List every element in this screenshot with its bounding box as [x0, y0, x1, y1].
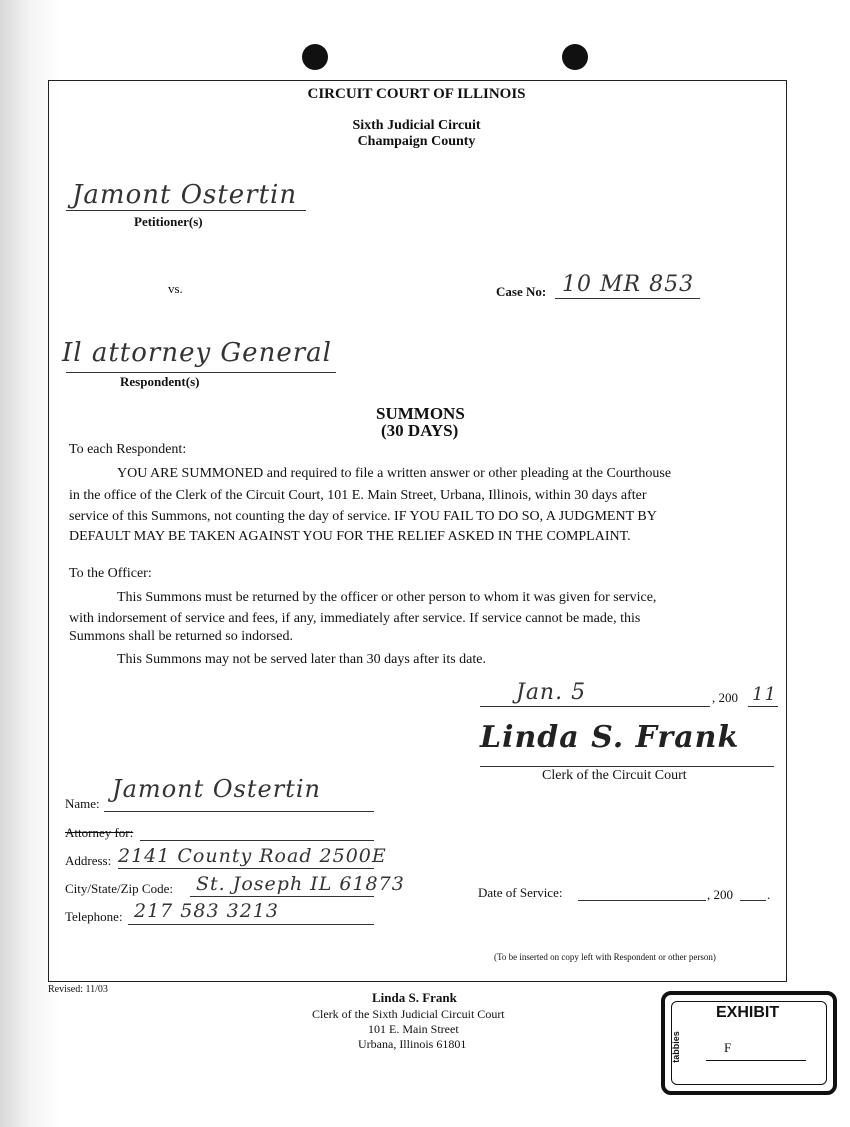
city-state-zip-handwritten: St. Joseph IL 61873: [196, 873, 405, 895]
respondent-paragraph-line-4: DEFAULT MAY BE TAKEN AGAINST YOU FOR THE RELIEF ASKED IN THE COMPLAINT.: [69, 529, 631, 544]
petitioner-label: Petitioner(s): [134, 214, 203, 229]
telephone-label: Telephone:: [65, 909, 123, 924]
date-of-service-label: Date of Service:: [478, 885, 563, 900]
respondent-paragraph-line-1: YOU ARE SUMMONED and required to file a written answer or other pleading at the Courthouse: [117, 466, 672, 481]
exhibit-sticker-inner: [671, 1001, 827, 1085]
punch-hole-left: [302, 44, 328, 70]
date-of-service-line: [578, 900, 706, 901]
officer-paragraph-line-4: This Summons may not be served later than 30 days after its date.: [117, 652, 486, 667]
vs-label: vs.: [168, 281, 183, 296]
telephone-handwritten: 217 583 3213: [134, 900, 279, 922]
issue-date-handwritten: Jan. 5: [516, 680, 587, 705]
service-year-suffix: .: [767, 887, 771, 902]
name-handwritten: Jamont Ostertin: [112, 775, 321, 803]
footer-city: Urbana, Illinois 61801: [358, 1037, 467, 1051]
respondent-salutation: To each Respondent:: [69, 442, 187, 457]
exhibit-line: [706, 1060, 806, 1061]
service-year-prefix: , 200: [707, 887, 733, 902]
respondent-label: Respondent(s): [120, 374, 200, 389]
court-title: CIRCUIT COURT OF ILLINOIS: [307, 86, 526, 102]
clerk-label: Clerk of the Circuit Court: [542, 768, 687, 783]
respondent-paragraph-line-3: service of this Summons, not counting the day of service. IF YOU FAIL TO DO SO, A JUDGMENT BY: [69, 509, 657, 524]
officer-paragraph-line-1: This Summons must be returned by the officer or other person to whom it was given for service,: [117, 590, 657, 605]
case-number-line: [555, 298, 700, 299]
address-handwritten: 2141 County Road 2500E: [118, 845, 387, 867]
service-year-line: [740, 900, 766, 901]
clerk-signature: Linda S. Frank: [480, 720, 740, 755]
case-number-value: 10 MR 853: [562, 272, 695, 297]
issue-year-handwritten: 11: [752, 684, 777, 705]
city-state-zip-label: City/State/Zip Code:: [65, 881, 173, 896]
officer-salutation: To the Officer:: [69, 566, 152, 581]
county-name: Champaign County: [357, 134, 476, 149]
case-number-label: Case No:: [496, 284, 547, 299]
issue-date-line: [480, 706, 710, 707]
respondent-paragraph-line-2: in the office of the Clerk of the Circuit Court, 101 E. Main Street, Urbana, Illinois, within 30 days after: [69, 488, 647, 503]
circuit-name: Sixth Judicial Circuit: [352, 118, 481, 133]
punch-hole-right: [562, 44, 588, 70]
petitioner-signature: Jamont Ostertin: [72, 180, 298, 210]
city-state-zip-line: [190, 896, 374, 897]
name-line: [104, 811, 374, 812]
summons-title: SUMMONS: [376, 404, 465, 423]
attorney-for-label: Attorney for:: [65, 825, 134, 840]
exhibit-title: EXHIBIT: [716, 1004, 780, 1021]
petitioner-line: [66, 210, 306, 211]
copy-footnote: (To be inserted on copy left with Respondent or other person): [494, 952, 716, 962]
attorney-for-line: [140, 840, 374, 841]
footer-street: 101 E. Main Street: [368, 1022, 459, 1036]
officer-paragraph-line-3: Summons shall be returned so indorsed.: [69, 629, 293, 644]
revised-date: Revised: 11/03: [48, 984, 108, 995]
clerk-signature-line: [480, 766, 774, 767]
respondent-line: [66, 372, 336, 373]
footer-office: Clerk of the Sixth Judicial Circuit Court: [312, 1007, 505, 1021]
footer-clerk-name: Linda S. Frank: [372, 990, 457, 1005]
exhibit-brand: tabbies: [670, 1031, 681, 1063]
issue-year-prefix: , 200: [712, 690, 738, 705]
address-line: [118, 868, 374, 869]
exhibit-sticker: [661, 991, 837, 1095]
summons-subtitle: (30 DAYS): [381, 421, 459, 440]
address-label: Address:: [65, 853, 112, 868]
issue-year-line: [748, 706, 778, 707]
telephone-line: [128, 924, 374, 925]
respondent-handwritten: Il attorney General: [62, 338, 332, 368]
officer-paragraph-line-2: with indorsement of service and fees, if any, immediately after service. If service cannot be made, this: [69, 611, 641, 626]
name-label: Name:: [65, 796, 100, 811]
exhibit-letter: F: [724, 1040, 732, 1055]
